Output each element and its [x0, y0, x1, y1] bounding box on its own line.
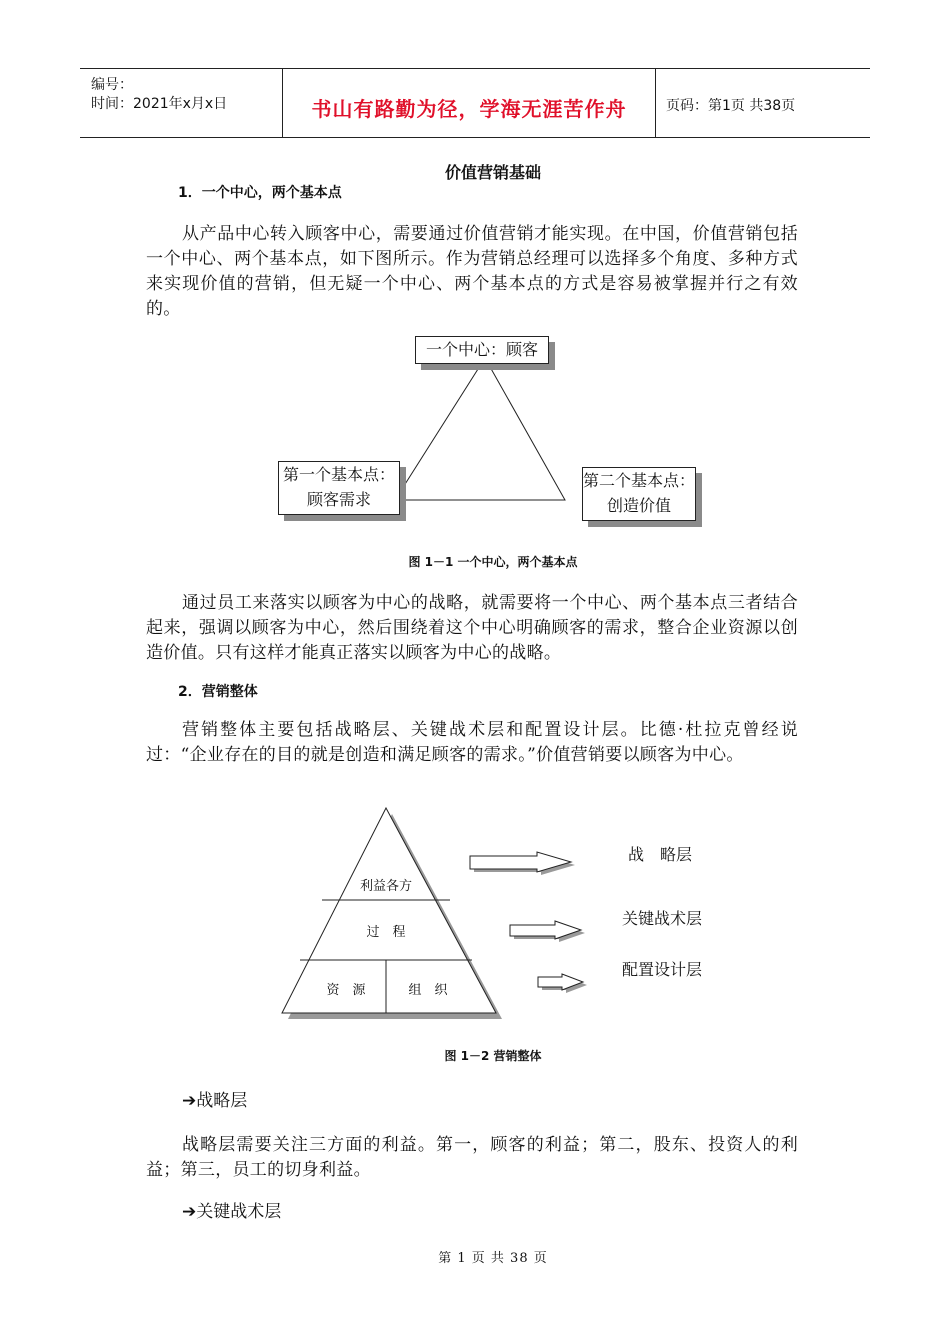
section2-paragraph1: 营销整体主要包括战略层、关键战术层和配置设计层。比德·杜拉克曾经说过：“企业存在的目的就是创造和满足顾客的需求。”价值营销要以顾客为中心。	[146, 720, 798, 765]
layer-strategy: 战 略层	[628, 845, 693, 864]
section1-paragraph1: 从产品中心转入顾客中心，需要通过价值营销才能实现。在中国，价值营销包括一个中心、两个基本点，如下图所示。作为营销总经理可以选择多个角度、多种方式来实现价值的营销，但无疑一个中心、两个基本点的方式是容易被掌握并行之有效的。	[146, 224, 798, 319]
section2-heading: 2．营销整体	[178, 684, 258, 700]
left-box-line1: 第一个基本点：	[282, 465, 395, 484]
right-arrow-icon: ➔	[182, 1091, 197, 1111]
right-point-box	[582, 467, 696, 521]
pyramid-diagram	[276, 800, 736, 1025]
strategy-item	[182, 1086, 247, 1111]
figure1-caption: 图 1－1 一个中心，两个基本点	[408, 555, 578, 569]
number-label: 编号：	[91, 77, 133, 93]
arrow-strategy	[470, 852, 575, 875]
triangle-diagram	[270, 330, 720, 530]
right-box-line2: 创造价值	[606, 496, 671, 515]
tier-process: 过 程	[366, 925, 406, 940]
page-footer: 第 1 页 共 38 页	[438, 1251, 548, 1266]
document-title: 价值营销基础	[444, 163, 541, 182]
right-arrow-icon: ➔	[182, 1202, 197, 1222]
section1-heading: 1．一个中心，两个基本点	[178, 185, 342, 201]
key-tactics-item	[182, 1197, 281, 1222]
key-tactics-item-label: 关键战术层	[196, 1202, 282, 1222]
strategy-paragraph: 战略层需要关注三方面的利益。第一，顾客的利益；第二，股东、投资人的利益；第三，员工的切身利益。	[146, 1135, 798, 1180]
strategy-item-label: 战略层	[196, 1091, 248, 1111]
section1-paragraph2: 通过员工来落实以顾客为中心的战略，就需要将一个中心、两个基本点三者结合起来，强调以顾客为中心，然后围绕着这个中心明确顾客的需求，整合企业资源以创造价值。只有这样才能真正落实以顾客为中心的战略。	[146, 593, 798, 663]
right-box-line1: 第二个基本点：	[583, 471, 696, 490]
arrow-tactics	[510, 921, 585, 942]
left-box-line2: 顾客需求	[306, 490, 371, 509]
layer-configuration: 配置设计层	[622, 960, 703, 979]
page-info: 页码：第1页 共38页	[666, 98, 796, 114]
page-header	[80, 68, 870, 138]
motto: 书山有路勤为径，学海无涯苦作舟	[311, 97, 627, 121]
left-point-box	[278, 461, 400, 515]
header-motto-cell	[283, 69, 656, 137]
arrow-config	[538, 974, 587, 993]
figure2-caption: 图 1－2 营销整体	[444, 1049, 542, 1063]
tier-organization: 组 织	[408, 983, 448, 998]
center-box: 一个中心：顾客	[415, 336, 549, 364]
header-page-cell	[656, 69, 870, 137]
tier-resources: 资 源	[326, 983, 366, 998]
layer-key-tactics: 关键战术层	[622, 909, 703, 928]
tier-stakeholders: 利益各方	[359, 879, 412, 894]
time-label: 时间：2021年x月x日	[91, 96, 228, 112]
header-meta-cell	[80, 69, 283, 137]
